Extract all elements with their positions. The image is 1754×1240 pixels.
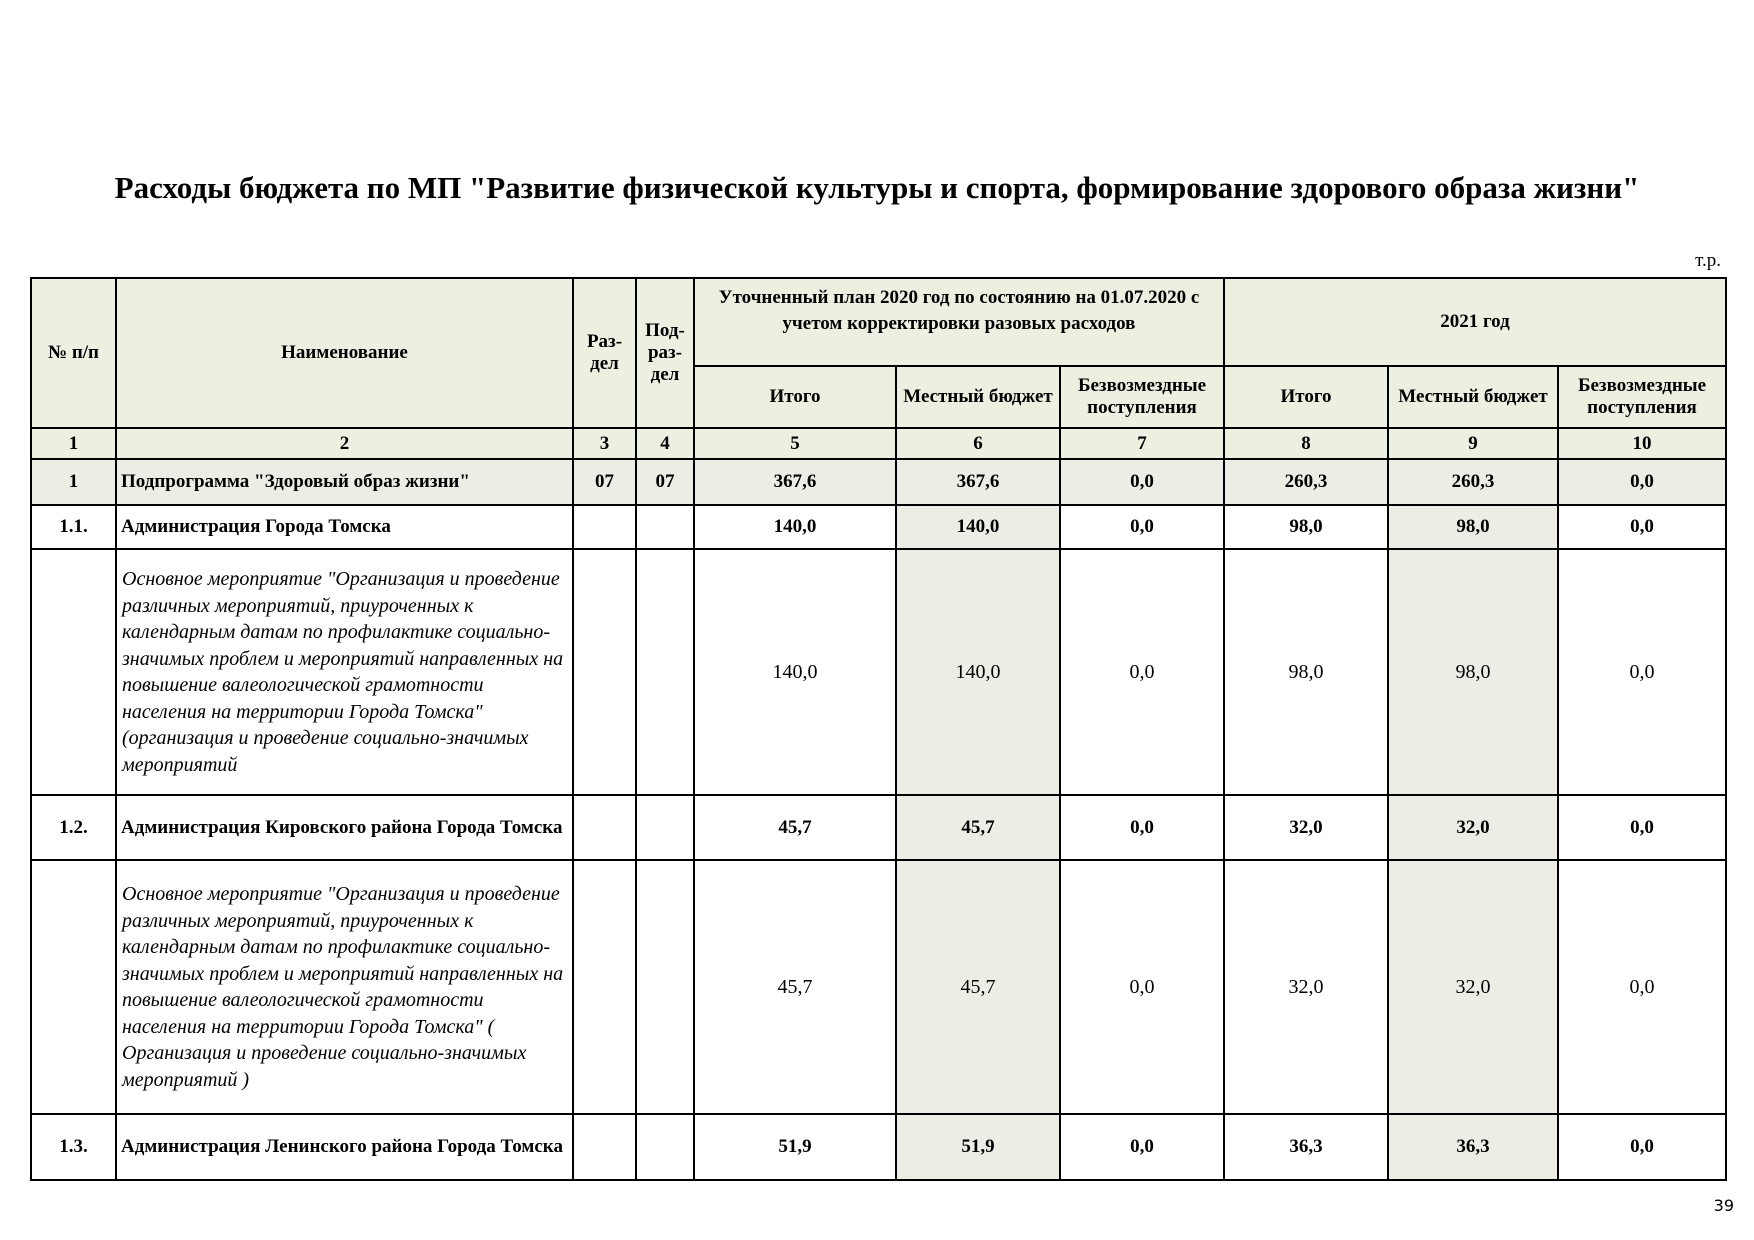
column-number: 1 — [31, 428, 116, 459]
header-razdel: Раз-дел — [573, 278, 636, 428]
row-value: 98,0 — [1224, 505, 1388, 549]
header-itogo-2021: Итого — [1224, 366, 1388, 428]
row-value: 0,0 — [1558, 795, 1726, 860]
row-num: 1 — [31, 459, 116, 505]
row-value: 260,3 — [1224, 459, 1388, 505]
row-value: 0,0 — [1060, 549, 1224, 795]
row-value: 140,0 — [896, 505, 1060, 549]
row-value: 0,0 — [1060, 505, 1224, 549]
row-name: Основное мероприятие "Организация и проведение различных мероприятий, приуроченных к календарным датам по профилактике социально-значимых проблем и мероприятий направленных на повышение валеологической грамотности населения на территории Города Томска" (организация и проведение социально-значимых мероприятий — [116, 549, 573, 795]
row-value: 45,7 — [694, 860, 896, 1114]
row-value: 0,0 — [1060, 459, 1224, 505]
row-value: 0,0 — [1060, 1114, 1224, 1180]
row-name: Подпрограмма "Здоровый образ жизни" — [116, 459, 573, 505]
row-num: 1.2. — [31, 795, 116, 860]
row-value: 51,9 — [896, 1114, 1060, 1180]
row-podrazdel — [636, 795, 694, 860]
column-number: 10 — [1558, 428, 1726, 459]
header-num: № п/п — [31, 278, 116, 428]
row-value: 367,6 — [896, 459, 1060, 505]
row-num: 1.1. — [31, 505, 116, 549]
row-value: 0,0 — [1558, 549, 1726, 795]
column-number: 9 — [1388, 428, 1558, 459]
header-year-2021: 2021 год — [1224, 278, 1726, 366]
row-value: 140,0 — [896, 549, 1060, 795]
column-number: 8 — [1224, 428, 1388, 459]
row-razdel — [573, 860, 636, 1114]
row-value: 51,9 — [694, 1114, 896, 1180]
row-value: 32,0 — [1224, 795, 1388, 860]
column-number: 2 — [116, 428, 573, 459]
row-num — [31, 860, 116, 1114]
header-itogo-2020: Итого — [694, 366, 896, 428]
row-value: 98,0 — [1388, 549, 1558, 795]
row-podrazdel: 07 — [636, 459, 694, 505]
column-number: 7 — [1060, 428, 1224, 459]
table-row-org — [31, 795, 1726, 860]
row-value: 32,0 — [1388, 860, 1558, 1114]
row-value: 140,0 — [694, 549, 896, 795]
header-podrazdel: Под-раз-дел — [636, 278, 694, 428]
unit-label: т.р. — [1695, 250, 1721, 271]
row-name: Администрация Ленинского района Города Томска — [116, 1114, 573, 1180]
row-name: Основное мероприятие "Организация и проведение различных мероприятий, приуроченных к календарным датам по профилактике социально-значимых проблем и мероприятий направленных на повышение валеологической грамотности населения на территории Города Томска" ( Организация и проведение социально-значимых мероприятий ) — [116, 860, 573, 1114]
row-num — [31, 549, 116, 795]
table-row-org — [31, 1114, 1726, 1180]
row-podrazdel — [636, 1114, 694, 1180]
page-title: Расходы бюджета по МП "Развитие физической культуры и спорта, формирование здорового образа жизни" — [114, 170, 1640, 205]
row-value: 0,0 — [1558, 860, 1726, 1114]
table-row-org — [31, 505, 1726, 549]
row-value: 367,6 — [694, 459, 896, 505]
row-value: 32,0 — [1388, 795, 1558, 860]
row-value: 98,0 — [1388, 505, 1558, 549]
column-number-row — [31, 428, 1726, 459]
row-value: 45,7 — [896, 795, 1060, 860]
row-value: 32,0 — [1224, 860, 1388, 1114]
header-mestny-2020: Местный бюджет — [896, 366, 1060, 428]
header-bezvozm-2021: Безвозмездные поступления — [1558, 366, 1726, 428]
row-value: 0,0 — [1060, 860, 1224, 1114]
row-razdel — [573, 1114, 636, 1180]
row-value: 260,3 — [1388, 459, 1558, 505]
row-value: 0,0 — [1558, 505, 1726, 549]
row-num: 1.3. — [31, 1114, 116, 1180]
row-value: 45,7 — [694, 795, 896, 860]
row-value: 0,0 — [1558, 459, 1726, 505]
row-razdel — [573, 505, 636, 549]
column-number: 6 — [896, 428, 1060, 459]
row-value: 98,0 — [1224, 549, 1388, 795]
header-plan-2020: Уточненный план 2020 год по состоянию на 01.07.2020 с учетом корректировки разовых расходов — [694, 278, 1224, 366]
row-value: 140,0 — [694, 505, 896, 549]
header-name: Наименование — [116, 278, 573, 428]
header-bezvozm-2020: Безвозмездные поступления — [1060, 366, 1224, 428]
table-row-subprogram — [31, 459, 1726, 505]
row-value: 36,3 — [1224, 1114, 1388, 1180]
row-value: 0,0 — [1060, 795, 1224, 860]
header-mestny-2021: Местный бюджет — [1388, 366, 1558, 428]
row-razdel: 07 — [573, 459, 636, 505]
row-podrazdel — [636, 860, 694, 1114]
row-value: 36,3 — [1388, 1114, 1558, 1180]
table-row-activity — [31, 860, 1726, 1114]
page-number: 39 — [1713, 1196, 1734, 1215]
column-number: 4 — [636, 428, 694, 459]
row-razdel — [573, 795, 636, 860]
table-row-activity — [31, 549, 1726, 795]
budget-table — [30, 277, 1727, 1181]
column-number: 3 — [573, 428, 636, 459]
row-razdel — [573, 549, 636, 795]
column-number: 5 — [694, 428, 896, 459]
row-podrazdel — [636, 505, 694, 549]
row-name: Администрация Кировского района Города Томска — [116, 795, 573, 860]
row-value: 45,7 — [896, 860, 1060, 1114]
row-name: Администрация Города Томска — [116, 505, 573, 549]
row-value: 0,0 — [1558, 1114, 1726, 1180]
row-podrazdel — [636, 549, 694, 795]
